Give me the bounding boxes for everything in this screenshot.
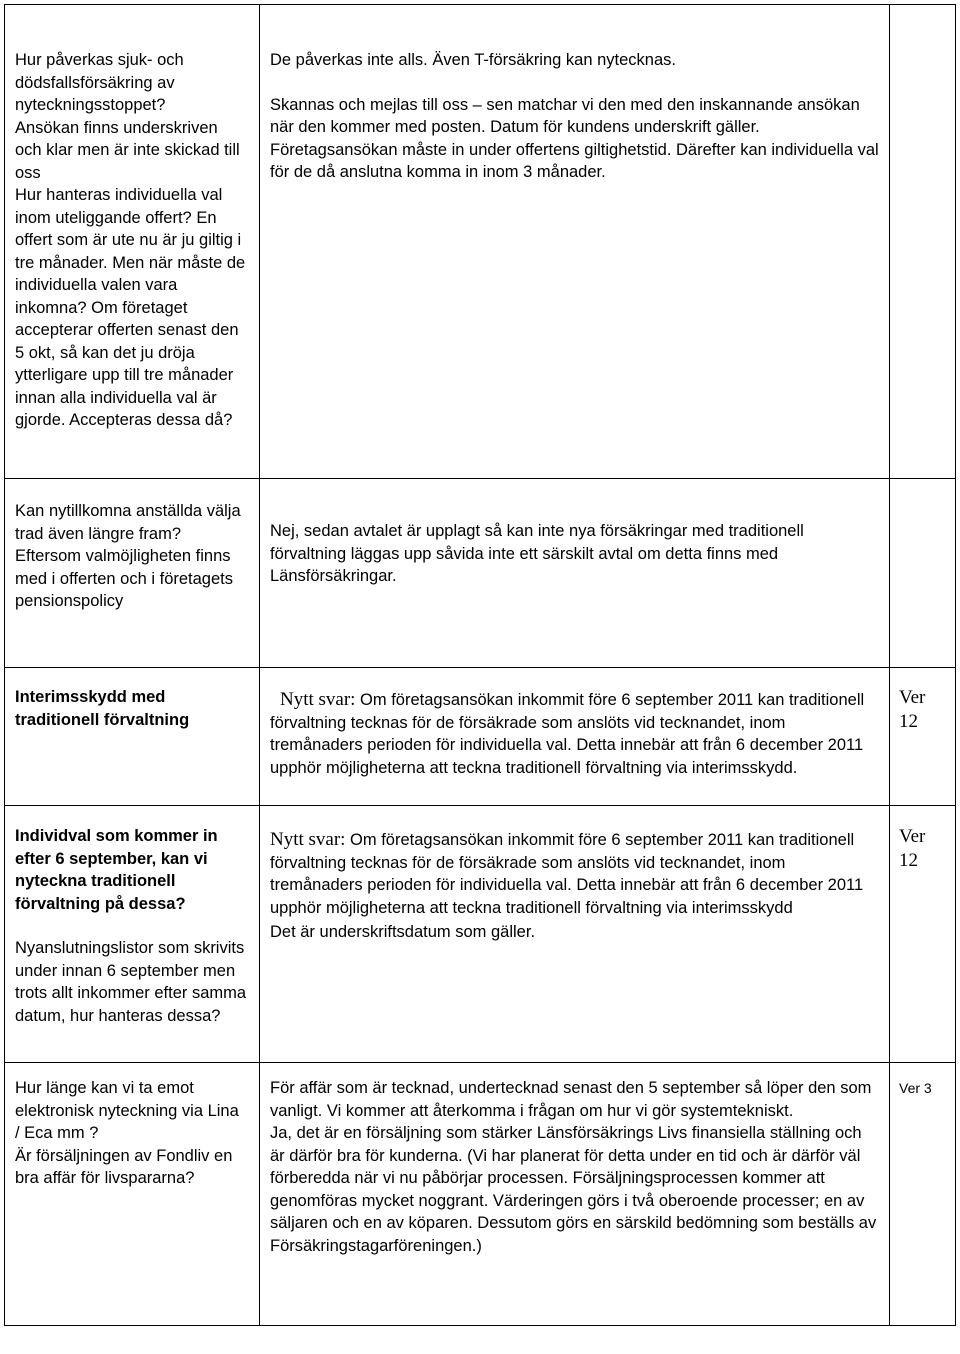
question-text: Hur länge kan vi ta emot elektronisk nyteckning via Lina / Eca mm ? — [15, 1079, 239, 1142]
question-text: Nyanslutningslistor som skrivits under innan 6 september men trots allt inkommer efter samma datum, hur hanteras dessa? — [15, 939, 247, 1025]
row1-question-cell — [15, 49, 247, 432]
answer-body: Om företagsansökan inkommit före 6 september 2011 kan traditionell förvaltning tecknas för de försäkrade som anslöts vid tecknandet, inom tremånaders perioden för individuella val. Detta innebär att från 6 december 2011 upphör möjligheterna att teckna traditionell förvaltning via interimsskydd. — [270, 691, 865, 777]
table-border-bottom — [4, 1325, 956, 1326]
answer-text: Det är underskriftsdatum som gäller. — [270, 923, 536, 941]
version-number: 12 — [899, 850, 918, 871]
row5-version-cell — [899, 1077, 949, 1100]
row2-question-cell — [15, 500, 247, 613]
version-label: Ver 3 — [899, 1080, 932, 1096]
row-divider-3 — [4, 805, 956, 806]
question-text: Hur påverkas sjuk- och dödsfallsförsäkring av nyteckningsstoppet? — [15, 51, 184, 114]
new-answer-label: Nytt svar: — [280, 689, 356, 710]
row4-answer-cell — [270, 829, 875, 944]
row-divider-2 — [4, 667, 956, 668]
row3-version-cell — [899, 686, 949, 734]
answer-text: Företagsansökan måste in under offertens giltighetstid. Därefter kan individuella val för de då anslutna komma in inom 3 månader. — [270, 140, 879, 181]
question-text: Individval som kommer in efter 6 september, kan vi nyteckna traditionell förvaltning på dessa? — [15, 827, 218, 913]
row4-version-cell — [899, 825, 949, 873]
version-label: Ver — [899, 687, 926, 708]
answer-text: De påverkas inte alls. Även T-försäkring kan nytecknas. — [270, 51, 676, 69]
answer-text: Skannas och mejlas till oss – sen matchar vi den med den inskannande ansökan när den kommer med posten. Datum för kundens underskrift gäller. — [270, 95, 860, 136]
row4-question-cell — [15, 825, 247, 1027]
row-divider-1 — [4, 478, 956, 479]
row2-answer-cell — [270, 520, 880, 588]
question-text: Interimsskydd med traditionell förvaltning — [15, 688, 190, 729]
answer-text — [270, 689, 870, 779]
column-divider-2 — [889, 4, 890, 1326]
row3-answer-cell — [270, 689, 870, 779]
row5-answer-cell — [270, 1077, 880, 1257]
row1-answer-cell — [270, 49, 880, 184]
row3-question-cell — [15, 686, 247, 731]
table-border-top — [4, 4, 956, 5]
column-divider-1 — [259, 4, 260, 1326]
question-text: Hur hanteras individuella val inom uteliggande offert? En offert som är ute nu är ju giltig i tre månader. Men när måste de individuella valen vara inkomna? Om företaget accepterar offerten senast den 5 okt, så kan det ju dröja ytterligare upp till tre månader innan alla individuella val är gjorde. Accepteras dessa då? — [15, 186, 246, 429]
row-divider-4 — [4, 1062, 956, 1063]
answer-body: Om företagsansökan inkommit före 6 september 2011 kan traditionell förvaltning tecknas för de försäkrade som anslöts vid tecknandet, inom tremånaders perioden för individuella val. Detta innebär att från 6 december 2011 upphör möjligheterna att teckna traditionell förvaltning via interimsskydd — [270, 831, 864, 917]
answer-text: För affär som är tecknad, undertecknad senast den 5 september så löper den som vanligt. Vi kommer att återkomma i frågan om hur vi gör systemtekniskt. — [270, 1079, 872, 1120]
row5-question-cell — [15, 1077, 247, 1190]
table-border-left — [4, 4, 5, 1326]
question-text: Är försäljningen av Fondliv en bra affär för livspararna? — [15, 1146, 233, 1187]
version-label: Ver — [899, 826, 926, 847]
question-text: Ansökan finns underskriven och klar men är inte skickad till oss — [15, 118, 240, 182]
answer-text: Nej, sedan avtalet är upplagt så kan inte nya försäkringar med traditionell förvaltning läggas upp såvida inte ett särskilt avtal om detta finns med Länsförsäkringar. — [270, 522, 804, 585]
table-border-right — [955, 4, 956, 1326]
answer-text: Ja, det är en försäljning som stärker Länsförsäkrings Livs finansiella ställning och är därför bra för kunderna. (Vi har planerat för detta under en tid och är därför väl förberedda när vi nu påbörjar processen. Försäljningsprocessen kommer att genomföras mycket noggrant. Värderingen görs i två oberoende processer; en av säljaren och en av köparen. Dessutom görs en särskild bedömning som beställs av Försäkringstagarföreningen.) — [270, 1124, 877, 1255]
new-answer-label: Nytt svar: — [270, 829, 346, 850]
version-number: 12 — [899, 711, 918, 732]
question-text: Kan nytillkomna anställda välja trad även längre fram? Eftersom valmöjligheten finns med i offerten och i företagets pensionspolicy — [15, 502, 241, 610]
answer-text — [270, 829, 875, 919]
